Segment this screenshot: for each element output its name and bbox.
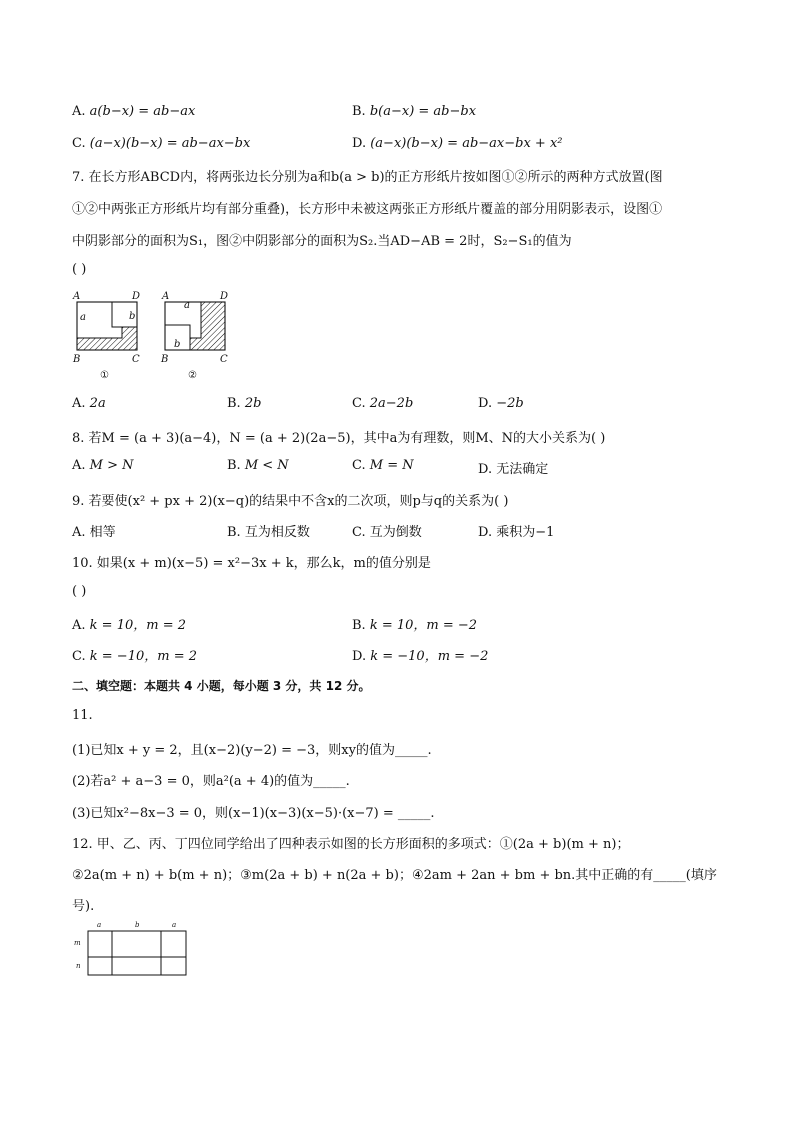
fig1-label-b-corner: B	[73, 354, 81, 365]
q11-part-3: (3)已知x²−8x−3 = 0，则(x−1)(x−3)(x−5)·(x−7) = _____.	[72, 806, 435, 821]
q10-option-d: D. k = −10，m = −2	[352, 649, 489, 664]
q8-option-d: D. 无法确定	[478, 462, 549, 477]
q12-stem-line1: 12. 甲、乙、丙、丁四位同学给出了四种表示如图的长方形面积的多项式：①(2a + b)(m + n)；	[72, 837, 630, 852]
q11-number: 11.	[72, 708, 93, 723]
q7-option-a: A. 2a	[72, 396, 106, 411]
fig2-label-b-corner: B	[161, 354, 169, 365]
q7-answer-paren: ( )	[72, 262, 87, 277]
q12-left-label-2: n	[76, 962, 81, 970]
q10-option-a: A. k = 10，m = 2	[72, 618, 187, 633]
q7-option-c: C. 2a−2b	[352, 396, 414, 411]
q8-option-c: C. M = N	[352, 458, 414, 473]
section-2-heading: 二、填空题：本题共 4 小题，每小题 3 分，共 12 分。	[72, 679, 371, 693]
q12-stem-line2: ②2a(m + n) + b(m + n)；③m(2a + b) + n(2a + b)；④2am + 2an + bm + bn.其中正确的有_____(填序	[72, 868, 717, 883]
fig2-label-c-corner: C	[220, 354, 228, 365]
q8-option-b: B. M < N	[227, 458, 289, 473]
fig1-label-d-corner: D	[132, 291, 141, 302]
fig2-label-a: a	[184, 300, 190, 311]
fig1-number: ①	[100, 370, 109, 381]
q12-stem-line3: 号).	[72, 899, 95, 914]
q8-option-a: A. M > N	[72, 458, 134, 473]
q9-option-c: C. 互为倒数	[352, 525, 422, 540]
q10-option-b: B. k = 10，m = −2	[352, 618, 478, 633]
q12-top-label-1: a	[97, 921, 102, 929]
q7-option-d: D. −2b	[478, 396, 524, 411]
q7-figure	[68, 286, 248, 386]
fig1-label-c-corner: C	[132, 354, 140, 365]
q9-option-b: B. 互为相反数	[227, 525, 310, 540]
fig2-number: ②	[188, 370, 197, 381]
q6-option-a: A. a(b−x) = ab−ax	[72, 104, 196, 119]
fig1-label-a: a	[80, 312, 86, 323]
figure-2	[160, 291, 228, 381]
q10-stem: 10. 如果(x + m)(x−5) = x²−3x + k，那么k，m的值分别是	[72, 556, 431, 571]
q11-part-2: (2)若a² + a−3 = 0，则a²(a + 4)的值为_____.	[72, 774, 350, 789]
q12-figure	[70, 918, 200, 980]
figure-1	[72, 291, 140, 381]
q9-option-a: A. 相等	[72, 525, 116, 540]
fig1-label-a-corner: A	[73, 291, 81, 302]
q12-top-label-3: a	[172, 921, 177, 929]
q7-option-b: B. 2b	[227, 396, 262, 411]
q6-option-d: D. (a−x)(b−x) = ab−ax−bx + x²	[352, 136, 563, 151]
q7-stem-line2: ①②中两张正方形纸片均有部分重叠)，长方形中未被这两张正方形纸片覆盖的部分用阴影表示，设图①	[72, 202, 663, 217]
fig1-label-b: b	[129, 311, 136, 322]
q7-stem-line1: 7. 在长方形ABCD内，将两张边长分别为a和b(a > b)的正方形纸片按如图①②所示的两种方式放置(图	[72, 170, 663, 185]
q6-option-b: B. b(a−x) = ab−bx	[352, 104, 477, 119]
fig2-label-b: b	[174, 339, 181, 350]
q9-option-d: D. 乘积为−1	[478, 525, 555, 540]
q12-top-label-2: b	[135, 921, 140, 929]
q8-stem: 8. 若M = (a + 3)(a−4)，N = (a + 2)(2a−5)，其中a为有理数，则M、N的大小关系为( )	[72, 431, 606, 446]
q10-answer-paren: ( )	[72, 584, 87, 599]
q10-option-c: C. k = −10，m = 2	[72, 649, 197, 664]
fig2-label-a-corner: A	[162, 291, 170, 302]
q12-left-label-1: m	[74, 939, 81, 947]
q6-option-c: C. (a−x)(b−x) = ab−ax−bx	[72, 136, 251, 151]
fig2-label-d-corner: D	[220, 291, 229, 302]
q11-part-1: (1)已知x + y = 2，且(x−2)(y−2) = −3，则xy的值为_____.	[72, 743, 432, 758]
q9-stem: 9. 若要使(x² + px + 2)(x−q)的结果中不含x的二次项，则p与q的关系为( )	[72, 494, 509, 509]
q7-stem-line3: 中阴影部分的面积为S₁，图②中阴影部分的面积为S₂.当AD−AB = 2时，S₂−S₁的值为	[72, 234, 572, 249]
